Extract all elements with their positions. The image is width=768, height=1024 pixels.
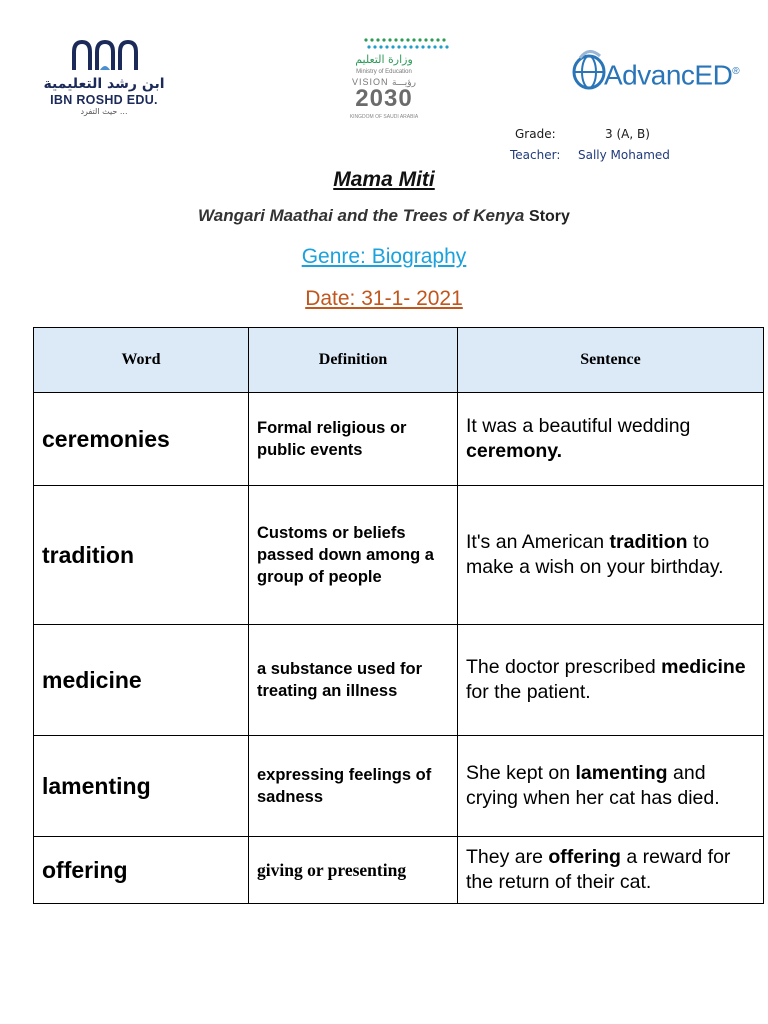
- ibn-roshd-tagline: حيث التفرد ...: [80, 107, 128, 116]
- sentence-cell: The doctor prescribed medicine for the patient.: [458, 625, 764, 736]
- teacher-label: Teacher:: [510, 148, 561, 162]
- table-row: [34, 393, 764, 486]
- grade-value: 3 (A, B): [605, 127, 650, 141]
- ministry-vision-logo: [304, 30, 464, 126]
- word-cell: lamenting: [34, 736, 249, 837]
- word-cell: offering: [34, 837, 249, 904]
- table-row: [34, 736, 764, 837]
- dots-pattern-icon: [362, 36, 452, 52]
- vision-label: VISION رؤيـــة: [352, 77, 416, 87]
- word-cell: medicine: [34, 625, 249, 736]
- ministry-english: Ministry of Education: [356, 69, 412, 75]
- advanced-brand: AdvancED®: [604, 59, 740, 91]
- date-label: Date: 31-1- 2021: [305, 287, 463, 310]
- sentence-cell: It was a beautiful wedding ceremony.: [458, 393, 764, 486]
- ibn-roshd-arabic: ابن رشد التعليمية: [43, 76, 165, 92]
- word-cell: ceremonies: [34, 393, 249, 486]
- definition-cell: Customs or beliefs passed down among a group of people: [249, 486, 458, 625]
- sentence-cell: It's an American tradition to make a wish on your birthday.: [458, 486, 764, 625]
- table-row: [34, 486, 764, 625]
- definition-cell: a substance used for treating an illness: [249, 625, 458, 736]
- genre-label: Genre: Biography: [301, 245, 467, 268]
- table-header-row: [34, 328, 764, 393]
- table-row: [34, 837, 764, 904]
- page-title: Mama Miti: [333, 168, 435, 191]
- advanced-logo: [570, 48, 750, 98]
- ibn-roshd-english: IBN ROSHD EDU.: [50, 93, 158, 107]
- story-subtitle: Wangari Maathai and the Trees of Kenya Story: [198, 206, 570, 225]
- column-header-sentence: Sentence: [458, 328, 764, 393]
- column-header-definition: Definition: [249, 328, 458, 393]
- teacher-value: Sally Mohamed: [578, 148, 670, 162]
- vocabulary-table: [33, 327, 764, 904]
- definition-cell: giving or presenting: [249, 837, 458, 904]
- sentence-cell: She kept on lamenting and crying when her cat has died.: [458, 736, 764, 837]
- globe-icon: [570, 48, 608, 92]
- sentence-cell: They are offering a reward for the return of their cat.: [458, 837, 764, 904]
- definition-cell: Formal religious or public events: [249, 393, 458, 486]
- vision-year: 2030: [355, 85, 413, 112]
- ibn-roshd-logo: [34, 38, 174, 118]
- word-cell: tradition: [34, 486, 249, 625]
- definition-cell: expressing feelings of sadness: [249, 736, 458, 837]
- column-header-word: Word: [34, 328, 249, 393]
- kingdom-label: KINGDOM OF SAUDI ARABIA: [349, 114, 419, 120]
- grade-label: Grade:: [515, 127, 556, 141]
- arches-icon: [70, 40, 140, 70]
- ministry-arabic: وزارة التعليم: [355, 53, 413, 66]
- table-row: [34, 625, 764, 736]
